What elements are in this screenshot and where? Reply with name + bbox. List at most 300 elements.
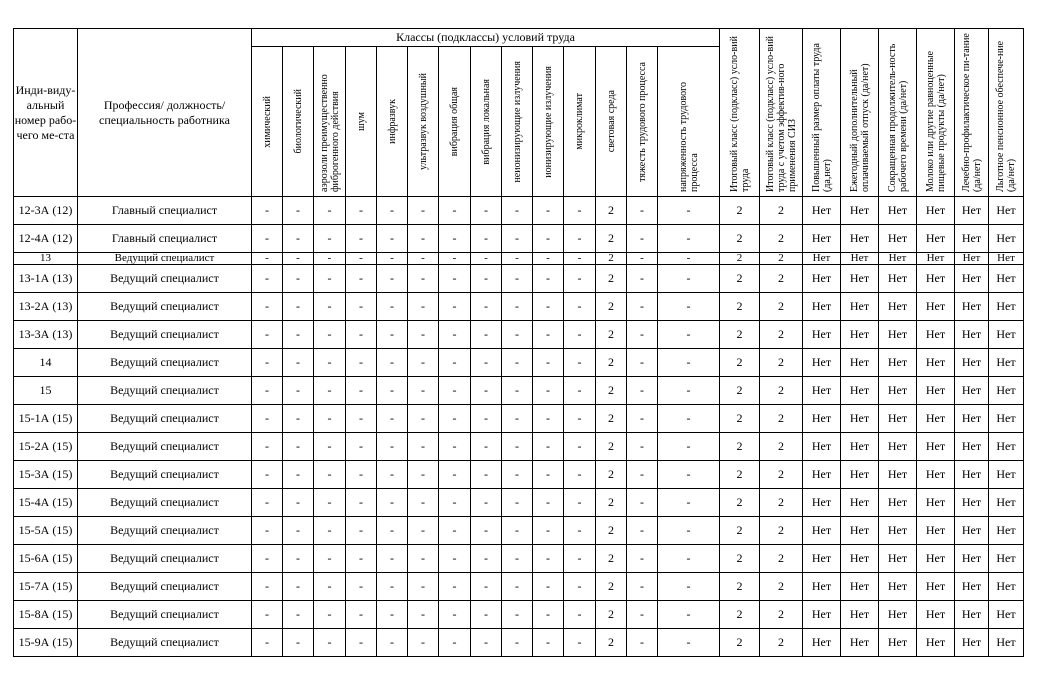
table-row <box>14 517 1024 545</box>
benefit-cell: Нет <box>989 629 1024 657</box>
workplace-number-cell: 15-2А (15) <box>14 433 78 461</box>
profession-cell: Ведущий специалист <box>78 461 252 489</box>
factor-class-cell: - <box>533 253 564 265</box>
workplace-number-cell: 13 <box>14 253 78 265</box>
factor-class-cell: - <box>502 573 533 601</box>
factor-class-cell: - <box>314 349 346 377</box>
header-therapeutic-food <box>955 29 989 197</box>
profession-cell: Ведущий специалист <box>78 629 252 657</box>
benefit-cell: Нет <box>803 517 841 545</box>
header-factor <box>377 47 408 197</box>
profession-cell: Ведущий специалист <box>78 349 252 377</box>
factor-class-cell: - <box>627 573 658 601</box>
profession-cell: Ведущий специалист <box>78 433 252 461</box>
benefit-cell: Нет <box>955 545 989 573</box>
benefit-cell: Нет <box>841 349 879 377</box>
header-factor-label: вибрация локальная <box>480 78 492 165</box>
header-factor <box>346 47 377 197</box>
factor-class-cell: - <box>658 377 720 405</box>
benefit-cell: Нет <box>879 377 917 405</box>
benefit-cell: Нет <box>841 265 879 293</box>
final-class-cell: 2 <box>720 293 760 321</box>
benefit-cell: Нет <box>989 225 1024 253</box>
table-row <box>14 573 1024 601</box>
factor-class-cell: - <box>408 517 439 545</box>
benefit-cell: Нет <box>917 197 955 225</box>
factor-class-cell: - <box>377 197 408 225</box>
factor-class-cell: - <box>439 405 471 433</box>
factor-class-cell: - <box>346 517 377 545</box>
header-extra-leave <box>841 29 879 197</box>
factor-class-cell: 2 <box>596 601 627 629</box>
profession-cell: Ведущий специалист <box>78 293 252 321</box>
factor-class-cell: - <box>502 321 533 349</box>
factor-class-cell: - <box>564 545 596 573</box>
factor-class-cell: - <box>471 265 502 293</box>
factor-class-cell: - <box>314 545 346 573</box>
final-class-cell: 2 <box>720 545 760 573</box>
benefit-cell: Нет <box>989 349 1024 377</box>
final-class-cell: 2 <box>720 377 760 405</box>
factor-class-cell: - <box>658 433 720 461</box>
header-factor <box>283 47 314 197</box>
benefit-cell: Нет <box>917 253 955 265</box>
benefit-cell: Нет <box>989 433 1024 461</box>
profession-cell: Ведущий специалист <box>78 573 252 601</box>
table-row <box>14 197 1024 225</box>
table-row <box>14 489 1024 517</box>
factor-class-cell: - <box>471 377 502 405</box>
factor-class-cell: - <box>439 377 471 405</box>
factor-class-cell: - <box>533 265 564 293</box>
benefit-cell: Нет <box>879 545 917 573</box>
benefit-cell: Нет <box>989 573 1024 601</box>
factor-class-cell: - <box>346 601 377 629</box>
factor-class-cell: 2 <box>596 573 627 601</box>
factor-class-cell: - <box>314 573 346 601</box>
final-class-cell: 2 <box>720 489 760 517</box>
benefit-cell: Нет <box>955 629 989 657</box>
factor-class-cell: - <box>533 225 564 253</box>
factor-class-cell: - <box>627 517 658 545</box>
table-row <box>14 265 1024 293</box>
factor-class-cell: - <box>377 321 408 349</box>
final-class-siz-cell: 2 <box>760 433 803 461</box>
header-reduced-hours <box>879 29 917 197</box>
factor-class-cell: - <box>314 517 346 545</box>
factor-class-cell: - <box>283 197 314 225</box>
benefit-cell: Нет <box>917 461 955 489</box>
factor-class-cell: - <box>627 461 658 489</box>
workplace-number-cell: 15-6А (15) <box>14 545 78 573</box>
factor-class-cell: - <box>533 545 564 573</box>
factor-class-cell: - <box>439 461 471 489</box>
benefit-cell: Нет <box>917 433 955 461</box>
factor-class-cell: - <box>564 517 596 545</box>
benefit-cell: Нет <box>955 293 989 321</box>
table-row <box>14 405 1024 433</box>
factor-class-cell: - <box>533 197 564 225</box>
factor-class-cell: - <box>533 349 564 377</box>
factor-class-cell: - <box>346 349 377 377</box>
profession-cell: Ведущий специалист <box>78 265 252 293</box>
profession-cell: Ведущий специалист <box>78 405 252 433</box>
factor-class-cell: - <box>439 601 471 629</box>
header-factor-label: тяжесть трудового процесса <box>636 61 648 182</box>
working-conditions-table <box>13 28 1024 657</box>
factor-class-cell: 2 <box>596 405 627 433</box>
benefit-cell: Нет <box>879 225 917 253</box>
workplace-number-cell: 15-7А (15) <box>14 573 78 601</box>
header-factor-label: неионизирующие излучения <box>511 60 523 183</box>
factor-class-cell: - <box>627 293 658 321</box>
factor-class-cell: - <box>377 489 408 517</box>
factor-class-cell: - <box>283 489 314 517</box>
factor-class-cell: - <box>377 545 408 573</box>
factor-class-cell: - <box>252 197 283 225</box>
factor-class-cell: - <box>314 601 346 629</box>
header-final-class <box>720 29 760 197</box>
final-class-cell: 2 <box>720 461 760 489</box>
factor-class-cell: - <box>346 545 377 573</box>
factor-class-cell: - <box>502 253 533 265</box>
final-class-siz-cell: 2 <box>760 377 803 405</box>
factor-class-cell: - <box>314 629 346 657</box>
factor-class-cell: 2 <box>596 293 627 321</box>
header-factor <box>627 47 658 197</box>
factor-class-cell: - <box>252 265 283 293</box>
factor-class-cell: - <box>658 265 720 293</box>
profession-cell: Ведущий специалист <box>78 321 252 349</box>
factor-class-cell: - <box>283 629 314 657</box>
factor-class-cell: - <box>377 265 408 293</box>
benefit-cell: Нет <box>955 573 989 601</box>
factor-class-cell: - <box>502 405 533 433</box>
factor-class-cell: - <box>314 489 346 517</box>
benefit-cell: Нет <box>955 601 989 629</box>
factor-class-cell: - <box>252 293 283 321</box>
factor-class-cell: - <box>471 517 502 545</box>
benefit-cell: Нет <box>989 377 1024 405</box>
factor-class-cell: - <box>314 253 346 265</box>
workplace-number-cell: 13-3А (13) <box>14 321 78 349</box>
factor-class-cell: - <box>471 321 502 349</box>
final-class-siz-cell: 2 <box>760 253 803 265</box>
benefit-cell: Нет <box>803 545 841 573</box>
table-row <box>14 377 1024 405</box>
factor-class-cell: - <box>564 225 596 253</box>
factor-class-cell: - <box>252 517 283 545</box>
factor-class-cell: - <box>314 461 346 489</box>
workplace-number-cell: 15-5А (15) <box>14 517 78 545</box>
factor-class-cell: - <box>471 461 502 489</box>
benefit-cell: Нет <box>989 321 1024 349</box>
factor-class-cell: - <box>346 265 377 293</box>
header-factor <box>252 47 283 197</box>
factor-class-cell: - <box>439 253 471 265</box>
benefit-cell: Нет <box>955 321 989 349</box>
factor-class-cell: - <box>533 573 564 601</box>
final-class-siz-cell: 2 <box>760 225 803 253</box>
benefit-cell: Нет <box>917 293 955 321</box>
factor-class-cell: - <box>252 433 283 461</box>
factor-class-cell: - <box>408 197 439 225</box>
final-class-cell: 2 <box>720 573 760 601</box>
factor-class-cell: - <box>408 253 439 265</box>
header-increased-pay-label: Повышенный размер оплаты труда (да,нет) <box>810 43 833 192</box>
benefit-cell: Нет <box>955 225 989 253</box>
header-factor-label: ультразвук воздушный <box>417 73 429 170</box>
factor-class-cell: - <box>346 321 377 349</box>
factor-class-cell: - <box>314 197 346 225</box>
benefit-cell: Нет <box>917 629 955 657</box>
factor-class-cell: - <box>252 545 283 573</box>
factor-class-cell: - <box>408 265 439 293</box>
benefit-cell: Нет <box>917 601 955 629</box>
workplace-number-cell: 15-1А (15) <box>14 405 78 433</box>
factor-class-cell: - <box>283 321 314 349</box>
benefit-cell: Нет <box>879 265 917 293</box>
benefit-cell: Нет <box>917 573 955 601</box>
benefit-cell: Нет <box>879 573 917 601</box>
table-row <box>14 293 1024 321</box>
factor-class-cell: 2 <box>596 489 627 517</box>
final-class-siz-cell: 2 <box>760 601 803 629</box>
final-class-siz-cell: 2 <box>760 321 803 349</box>
factor-class-cell: - <box>502 225 533 253</box>
header-factor-label: световая среда <box>605 90 617 153</box>
factor-class-cell: - <box>377 461 408 489</box>
factor-class-cell: - <box>564 293 596 321</box>
factor-class-cell: - <box>283 349 314 377</box>
factor-class-cell: - <box>377 349 408 377</box>
factor-class-cell: - <box>377 601 408 629</box>
factor-class-cell: - <box>408 293 439 321</box>
factor-class-cell: - <box>471 629 502 657</box>
factor-class-cell: - <box>658 545 720 573</box>
benefit-cell: Нет <box>989 545 1024 573</box>
benefit-cell: Нет <box>803 197 841 225</box>
factor-class-cell: - <box>658 461 720 489</box>
header-factor <box>408 47 439 197</box>
benefit-cell: Нет <box>803 293 841 321</box>
factor-class-cell: - <box>283 225 314 253</box>
factor-class-cell: - <box>283 601 314 629</box>
factor-class-cell: - <box>439 225 471 253</box>
benefit-cell: Нет <box>803 225 841 253</box>
benefit-cell: Нет <box>879 517 917 545</box>
factor-class-cell: - <box>533 629 564 657</box>
factor-class-cell: - <box>252 321 283 349</box>
factor-class-cell: 2 <box>596 225 627 253</box>
factor-class-cell: - <box>252 225 283 253</box>
factor-class-cell: - <box>502 601 533 629</box>
table-row <box>14 321 1024 349</box>
workplace-number-cell: 15 <box>14 377 78 405</box>
factor-class-cell: 2 <box>596 433 627 461</box>
factor-class-cell: 2 <box>596 197 627 225</box>
factor-class-cell: - <box>252 377 283 405</box>
benefit-cell: Нет <box>879 253 917 265</box>
table-row <box>14 601 1024 629</box>
factor-class-cell: - <box>502 461 533 489</box>
factor-class-cell: - <box>408 377 439 405</box>
factor-class-cell: - <box>439 629 471 657</box>
benefit-cell: Нет <box>955 265 989 293</box>
header-therapeutic-food-label: Лечебно-профилактическое пи-тание (да/нет) <box>960 33 983 192</box>
header-factor <box>564 47 596 197</box>
header-factor <box>471 47 502 197</box>
benefit-cell: Нет <box>841 225 879 253</box>
factor-class-cell: - <box>502 629 533 657</box>
header-milk <box>917 29 955 197</box>
benefit-cell: Нет <box>841 461 879 489</box>
benefit-cell: Нет <box>917 377 955 405</box>
header-factor <box>314 47 346 197</box>
factor-class-cell: - <box>346 377 377 405</box>
factor-class-cell: - <box>408 629 439 657</box>
final-class-cell: 2 <box>720 349 760 377</box>
header-factor <box>439 47 471 197</box>
benefit-cell: Нет <box>955 517 989 545</box>
final-class-siz-cell: 2 <box>760 573 803 601</box>
factor-class-cell: - <box>564 433 596 461</box>
table-row <box>14 253 1024 265</box>
final-class-cell: 2 <box>720 601 760 629</box>
benefit-cell: Нет <box>803 573 841 601</box>
factor-class-cell: - <box>627 433 658 461</box>
factor-class-cell: - <box>439 433 471 461</box>
factor-class-cell: - <box>408 461 439 489</box>
factor-class-cell: - <box>314 225 346 253</box>
final-class-cell: 2 <box>720 253 760 265</box>
factor-class-cell: - <box>627 253 658 265</box>
factor-class-cell: 2 <box>596 253 627 265</box>
header-profession: Профессия/ должность/ специальность работника <box>78 29 252 197</box>
final-class-siz-cell: 2 <box>760 517 803 545</box>
factor-class-cell: 2 <box>596 349 627 377</box>
benefit-cell: Нет <box>955 405 989 433</box>
benefit-cell: Нет <box>917 225 955 253</box>
factor-class-cell: - <box>314 433 346 461</box>
header-final-class-label: Итоговый класс (подкласс) усло-вий труда <box>728 36 751 192</box>
factor-class-cell: - <box>408 433 439 461</box>
header-extra-leave-label: Ежегодный дополнительный оплачиваемый отпуск (да/нет) <box>848 63 871 192</box>
factor-class-cell: - <box>314 377 346 405</box>
benefit-cell: Нет <box>917 517 955 545</box>
factor-class-cell: - <box>564 573 596 601</box>
factor-class-cell: - <box>439 545 471 573</box>
final-class-siz-cell: 2 <box>760 349 803 377</box>
factor-class-cell: - <box>564 601 596 629</box>
workplace-number-cell: 14 <box>14 349 78 377</box>
benefit-cell: Нет <box>917 349 955 377</box>
factor-class-cell: - <box>283 377 314 405</box>
header-factor-label: ионизирующие излучения <box>542 65 554 178</box>
factor-class-cell: - <box>627 489 658 517</box>
factor-class-cell: - <box>377 433 408 461</box>
header-factor-label: напряженность трудового процесса <box>677 82 700 192</box>
factor-class-cell: - <box>658 489 720 517</box>
benefit-cell: Нет <box>989 461 1024 489</box>
factor-class-cell: - <box>439 349 471 377</box>
factor-class-cell: - <box>346 293 377 321</box>
workplace-number-cell: 12-3А (12) <box>14 197 78 225</box>
factor-class-cell: - <box>533 517 564 545</box>
final-class-cell: 2 <box>720 321 760 349</box>
benefit-cell: Нет <box>803 253 841 265</box>
factor-class-cell: - <box>252 629 283 657</box>
header-factor-label: биологический <box>292 89 304 154</box>
benefit-cell: Нет <box>879 601 917 629</box>
factor-class-cell: - <box>471 405 502 433</box>
factor-class-cell: - <box>408 321 439 349</box>
factor-class-cell: 2 <box>596 517 627 545</box>
factor-class-cell: - <box>627 225 658 253</box>
factor-class-cell: - <box>252 405 283 433</box>
benefit-cell: Нет <box>841 253 879 265</box>
factor-class-cell: - <box>627 265 658 293</box>
benefit-cell: Нет <box>841 629 879 657</box>
benefit-cell: Нет <box>989 265 1024 293</box>
factor-class-cell: - <box>658 405 720 433</box>
factor-class-cell: - <box>408 349 439 377</box>
factor-class-cell: - <box>658 517 720 545</box>
workplace-number-cell: 15-3А (15) <box>14 461 78 489</box>
factor-class-cell: - <box>283 517 314 545</box>
factor-class-cell: - <box>533 405 564 433</box>
table-row <box>14 629 1024 657</box>
factor-class-cell: - <box>658 321 720 349</box>
profession-cell: Ведущий специалист <box>78 253 252 265</box>
final-class-siz-cell: 2 <box>760 293 803 321</box>
factor-class-cell: - <box>564 629 596 657</box>
factor-class-cell: - <box>627 321 658 349</box>
factor-class-cell: - <box>627 349 658 377</box>
benefit-cell: Нет <box>841 489 879 517</box>
factor-class-cell: - <box>314 265 346 293</box>
table-body <box>14 197 1024 657</box>
factor-class-cell: - <box>283 573 314 601</box>
factor-class-cell: - <box>471 545 502 573</box>
final-class-cell: 2 <box>720 225 760 253</box>
profession-cell: Ведущий специалист <box>78 489 252 517</box>
benefit-cell: Нет <box>879 349 917 377</box>
table-row <box>14 461 1024 489</box>
factor-class-cell: - <box>658 573 720 601</box>
factor-class-cell: - <box>658 629 720 657</box>
factor-class-cell: - <box>502 265 533 293</box>
factor-class-cell: - <box>408 545 439 573</box>
factor-class-cell: - <box>658 197 720 225</box>
workplace-number-cell: 15-4А (15) <box>14 489 78 517</box>
benefit-cell: Нет <box>841 545 879 573</box>
profession-cell: Ведущий специалист <box>78 517 252 545</box>
benefit-cell: Нет <box>955 253 989 265</box>
header-factor <box>596 47 627 197</box>
workplace-number-cell: 13-1А (13) <box>14 265 78 293</box>
factor-class-cell: - <box>533 601 564 629</box>
factor-class-cell: - <box>502 349 533 377</box>
table-header <box>14 29 1024 197</box>
final-class-cell: 2 <box>720 517 760 545</box>
header-increased-pay <box>803 29 841 197</box>
factor-class-cell: - <box>346 489 377 517</box>
benefit-cell: Нет <box>841 293 879 321</box>
header-final-class-siz-label: Итоговый класс (подкласс) усло-вий труда с учетом эффектив-ного применения СИЗ <box>764 36 798 192</box>
benefit-cell: Нет <box>989 517 1024 545</box>
final-class-siz-cell: 2 <box>760 629 803 657</box>
